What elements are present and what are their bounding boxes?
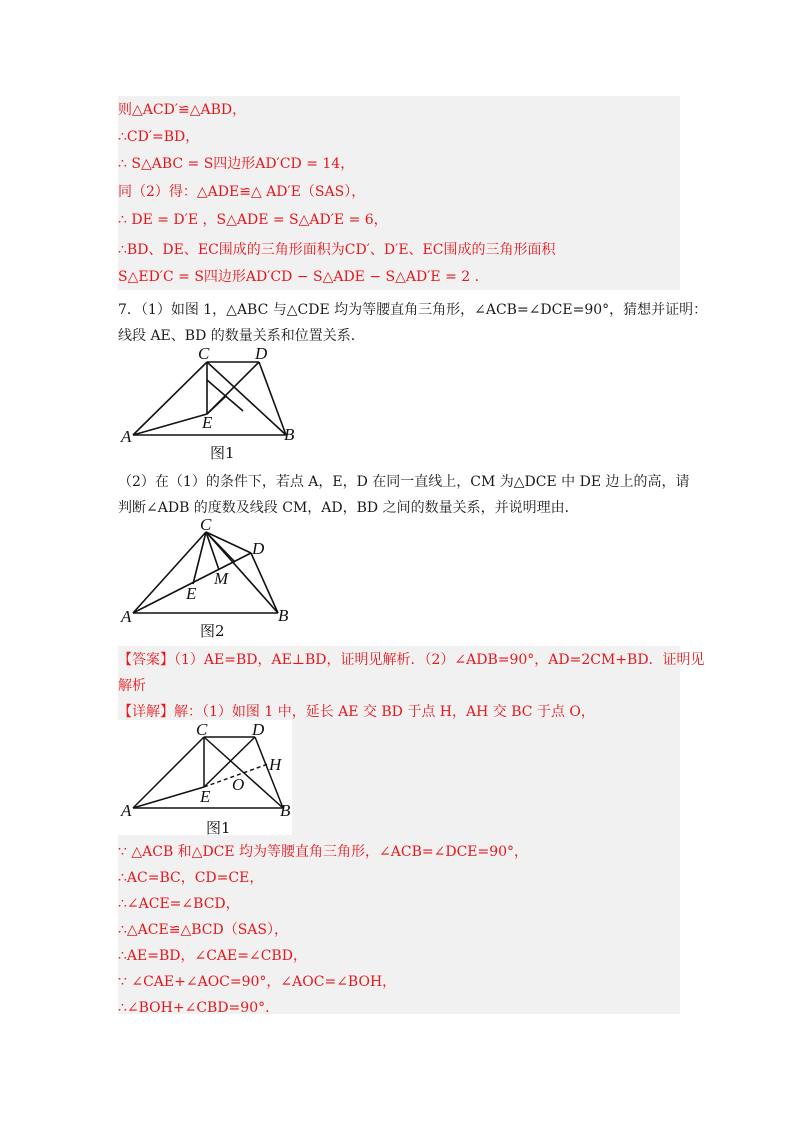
- detail-step-1: ∵ △ACB 和△DCE 均为等腰直角三角形，∠ACB=∠DCE=90°，: [118, 844, 529, 860]
- answer-line-1: 【答案】（1）AE=BD，AE⊥BD，证明见解析．（2）∠ADB=90°，AD=2CM+BD．证明见: [118, 652, 705, 668]
- detail-figure-caption: 图1: [206, 819, 231, 837]
- detail-label-c: C: [196, 720, 208, 739]
- detail-step-2: ∴AC=BC，CD=CE，: [118, 870, 264, 886]
- detail-label-o: O: [232, 775, 245, 794]
- top-line-2: ∴CD′=BD，: [118, 129, 200, 145]
- detail-label-d: D: [252, 720, 265, 739]
- fig2-label-e: E: [186, 584, 197, 603]
- fig2-label-b: B: [278, 606, 289, 625]
- problem7-line-1: 7．（1）如图 1，△ABC 与△CDE 均为等腰直角三角形，∠ACB=∠DCE=90°，猜想并证明：: [118, 302, 708, 318]
- detail-figure-1: [118, 720, 292, 835]
- fig2-label-d: D: [252, 539, 265, 558]
- top-line-7: S△ED′C = S四边形AD′CD − S△ADE − S△AD′E = 2 ．: [118, 269, 489, 285]
- top-line-4: 同（2）得：△ADE≌△ AD′E（SAS），: [118, 184, 366, 200]
- problem7-part2-line-1: （2）在（1）的条件下，若点 A，E，D 在同一直线上，CM 为△DCE 中 DE 边上的高，请: [118, 474, 690, 490]
- problem7-line-2: 线段 AE、BD 的数量关系和位置关系．: [118, 328, 365, 344]
- fig1-label-d: D: [255, 344, 268, 363]
- detail-step-3: ∴∠ACE=∠BCD，: [118, 896, 240, 912]
- detail-label-b: B: [280, 801, 291, 820]
- detail-label-e: E: [200, 787, 211, 806]
- detail-step-5: ∴AE=BD，∠CAE=∠CBD，: [118, 948, 307, 964]
- answer-line-2: 解析: [118, 678, 146, 694]
- figure-1-caption: 图1: [210, 444, 235, 462]
- fig1-label-e: E: [202, 413, 213, 432]
- detail-label-a: A: [121, 801, 132, 820]
- fig1-label-b: B: [284, 425, 295, 444]
- top-line-5: ∴ DE = D′E ，S△ADE = S△AD′E = 6，: [118, 212, 388, 228]
- detail-label-h: H: [269, 755, 282, 774]
- figure-2-caption: 图2: [200, 622, 225, 640]
- fig1-label-c: C: [198, 344, 210, 363]
- figure-2: [118, 516, 318, 628]
- top-line-1: 则△ACD′≌△ABD，: [118, 102, 247, 118]
- detail-step-6: ∵ ∠CAE+∠AOC=90°，∠AOC=∠BOH，: [118, 974, 397, 990]
- top-line-6: ∴BD、DE、EC围成的三角形面积为CD′、D′E、EC围成的三角形面积: [118, 242, 556, 258]
- top-line-3: ∴ S△ABC = S四边形AD′CD = 14，: [118, 156, 355, 172]
- fig1-label-a: A: [121, 427, 132, 446]
- fig2-label-m: M: [214, 569, 229, 588]
- problem7-part2-line-2: 判断∠ADB 的度数及线段 CM，AD，BD 之间的数量关系，并说明理由．: [118, 500, 579, 516]
- fig2-label-c: C: [200, 516, 212, 534]
- detail-intro: 【详解】解：（1）如图 1 中，延长 AE 交 BD 于点 H，AH 交 BC 于点 O，: [118, 704, 595, 720]
- fig2-label-a: A: [121, 607, 132, 626]
- detail-step-7: ∴∠BOH+∠CBD=90°．: [118, 1000, 280, 1016]
- detail-step-4: ∴△ACE≌△BCD（SAS），: [118, 922, 288, 938]
